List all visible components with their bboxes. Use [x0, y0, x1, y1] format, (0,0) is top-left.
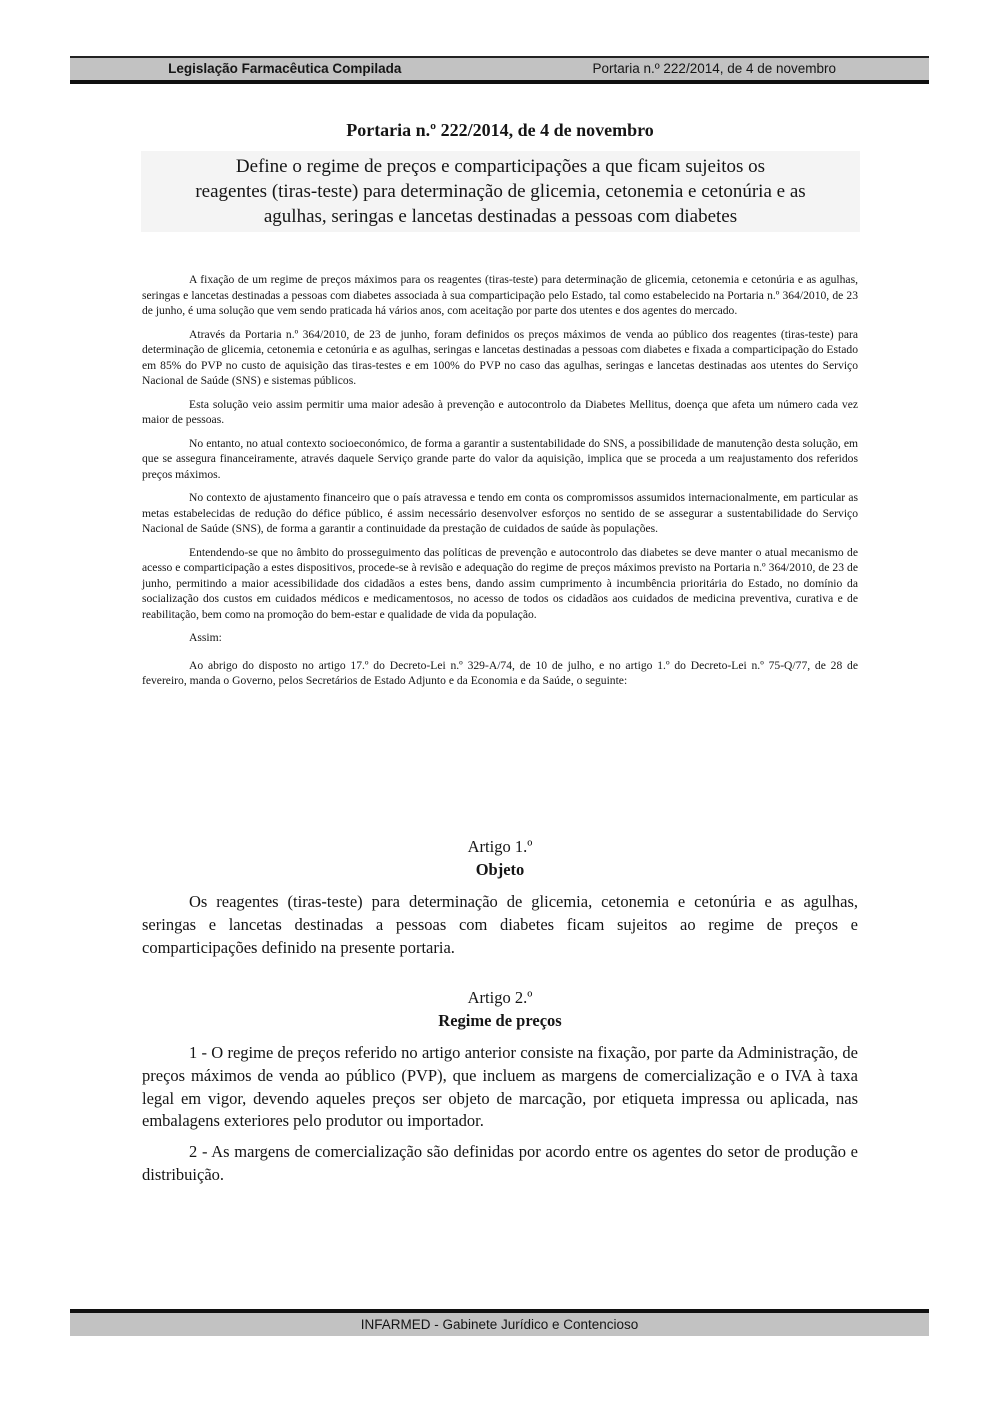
article-heading: Regime de preços	[438, 1011, 562, 1030]
preamble-paragraph: Entendendo-se que no âmbito do prosseguimento das políticas de prevenção e autocontrolo das diabetes se deve manter o atual mecanismo de acesso e comparticipação a estes dispositivos, procede-se à revisão e adequação do regime de preços máximos previsto na Portaria n.º 364/2010, de 23 de junho, permitindo a maior acessibilidade dos cidadãos a estes bens, dando assim cumprimento à incumbência prioritária do Estado, no domínio da socialização dos custos em cuidados médicos e medicamentosos, no acesso de todos os cidadãos aos cuidados de medicina preventiva, curativa e de reabilitação, bem como na promoção do bem-estar e qualidade de vida da população.	[142, 545, 858, 621]
preamble-paragraph: A fixação de um regime de preços máximos para os reagentes (tiras-teste) para determinação de glicemia, cetonemia e cetonúria e as agulhas, seringas e lancetas destinadas a pessoas com diabetes associada à sua comparticipação pelo Estado, tal como estabelecido na Portaria n.º 364/2010, de 23 de junho, é uma solução que vem sendo praticada há vários anos, com aceitação por parte dos utentes e dos agentes do mercado.	[142, 273, 858, 317]
document-title: Portaria n.º 222/2014, de 4 de novembro	[346, 120, 654, 140]
preamble-paragraph: Através da Portaria n.º 364/2010, de 23 de junho, foram definidos os preços máximos de venda ao público dos reagentes (tiras-teste) para determinação de glicemia, cetonemia e cetonúria e as agulhas, seringas e lancetas destinadas a pessoas com diabetes e fixada a comparticipação do Estado em 85% do PVP no custo de aquisição das tiras-testes e em 100% do PVP no caso das agulhas, seringas e lancetas destinadas aos utentes do Serviço Nacional de Saúde (SNS) e sistemas públicos.	[142, 327, 858, 387]
article-paragraph: Os reagentes (tiras-teste) para determinação de glicemia, cetonemia e cetonúria e as agulhas, seringas e lancetas destinadas a pessoas com diabetes ficam sujeitos ao regime de preços e comparticipações definido na presente portaria.	[142, 892, 858, 957]
article-2-section	[142, 986, 858, 1187]
preamble-paragraph: No entanto, no atual contexto socioeconómico, de forma a garantir a sustentabilidade do SNS, a possibilidade de manutenção desta solução, em que se assegura financeiramente, através daquele Serviço grande parte do valor da aquisição, implica que se proceda a um reajustamento dos referidos preços máximos.	[142, 436, 858, 481]
article-number: Artigo 2.º	[467, 988, 533, 1007]
article-paragraph: 2 - As margens de comercialização são definidas por acordo entre os agentes do setor de produção e distribuição.	[142, 1142, 858, 1184]
preamble-paragraph: Assim:	[189, 631, 222, 644]
page-footer-bar	[70, 1309, 929, 1336]
article-heading: Objeto	[475, 860, 525, 879]
subtitle-line: reagentes (tiras-teste) para determinação de glicemia, cetonemia e cetonúria e as	[195, 181, 806, 202]
preamble-paragraph: Ao abrigo do disposto no artigo 17.º do Decreto-Lei n.º 329-A/74, de 10 de julho, e no artigo 1.º do Decreto-Lei n.º 75-Q/77, de 28 de fevereiro, manda o Governo, pelos Secretários de Estado Adjunto e da Economia e da Saúde, o seguinte:	[142, 658, 858, 687]
subtitle-line: agulhas, seringas e lancetas destinadas a pessoas com diabetes	[263, 206, 738, 227]
preamble-paragraph: No contexto de ajustamento financeiro que o país atravessa e tendo em conta os compromissos assumidos internacionalmente, em particular as metas estabelecidas de redução do défice público, é assim necessário desenvolver esforços no sentido de se assegurar a sustentabilidade do Serviço Nacional de Saúde (SNS), de forma a garantir a continuidade da prestação de cuidados de saúde às populações.	[142, 491, 858, 535]
footer-text: INFARMED - Gabinete Jurídico e Contencioso	[360, 1317, 639, 1332]
header-collection-title: Legislação Farmacêutica Compilada	[168, 61, 402, 76]
subtitle-line: Define o regime de preços e comparticipações a que ficam sujeitos os	[235, 156, 766, 177]
header-document-reference: Portaria n.º 222/2014, de 4 de novembro	[592, 61, 837, 76]
article-number: Artigo 1.º	[467, 837, 533, 856]
article-paragraph: 1 - O regime de preços referido no artigo anterior consiste na fixação, por parte da Administração, de preços máximos de venda ao público (PVP), que incluem as margens de comercialização e o IVA à taxa legal em vigor, devendo aqueles preços ser objeto de marcação, por etiqueta impressa ou aplicada, nas embalagens exteriores pelo produtor ou importador.	[142, 1043, 858, 1131]
preamble-paragraph: Esta solução veio assim permitir uma maior adesão à prevenção e autocontrolo da Diabetes Mellitus, doença que afeta um número cada vez maior de pessoas.	[142, 397, 858, 426]
preamble-section	[142, 272, 858, 697]
document-subtitle	[141, 151, 860, 232]
article-1-section	[142, 835, 858, 959]
page-header-bar	[70, 56, 929, 84]
